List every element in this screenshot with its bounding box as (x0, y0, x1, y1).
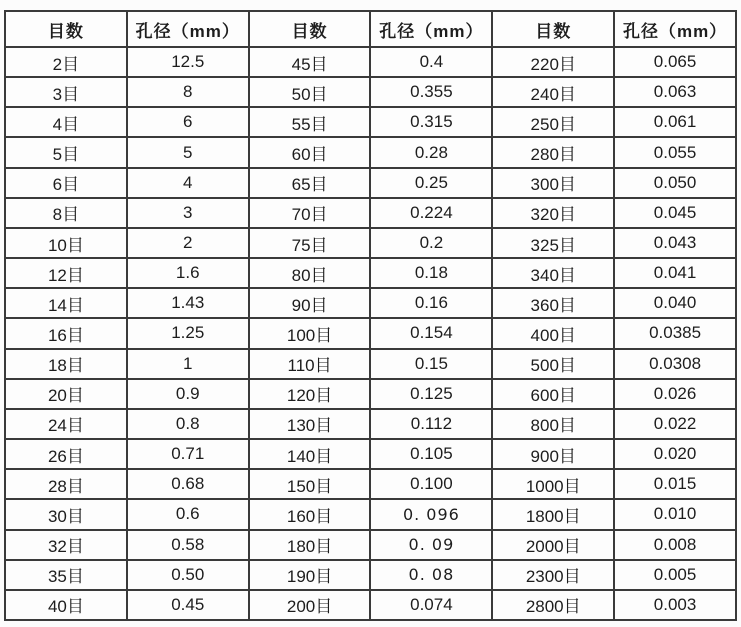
mesh-count-cell: 55目 (249, 107, 371, 137)
aperture-value-cell: 0.061 (614, 107, 736, 137)
aperture-value-cell: 0.6 (127, 499, 249, 529)
aperture-value-cell: 0.105 (370, 439, 492, 469)
mesh-count-cell: 400目 (492, 318, 614, 348)
mesh-count-cell: 130目 (249, 409, 371, 439)
mesh-count-cell: 180目 (249, 530, 371, 560)
mesh-count-cell: 18目 (5, 349, 127, 379)
aperture-value-cell: 12.5 (127, 47, 249, 77)
aperture-value-cell: 0.003 (614, 590, 736, 620)
aperture-value-cell: 0.020 (614, 439, 736, 469)
mesh-count-cell: 75目 (249, 228, 371, 258)
mesh-count-cell: 10目 (5, 228, 127, 258)
aperture-value-cell: 2 (127, 228, 249, 258)
header-row (5, 11, 736, 47)
table-body (5, 47, 736, 620)
aperture-value-cell: 0.154 (370, 318, 492, 348)
mesh-count-cell: 2000目 (492, 530, 614, 560)
aperture-value-cell: 0.022 (614, 409, 736, 439)
table-row (5, 530, 736, 560)
mesh-count-cell: 2300目 (492, 560, 614, 590)
aperture-value-cell: 3 (127, 198, 249, 228)
table-row (5, 318, 736, 348)
aperture-value-cell: 0.045 (614, 198, 736, 228)
aperture-value-cell: 0.355 (370, 77, 492, 107)
table-row (5, 409, 736, 439)
aperture-value-cell: 0.4 (370, 47, 492, 77)
mesh-count-cell: 2目 (5, 47, 127, 77)
aperture-value-cell: 0.050 (614, 168, 736, 198)
mesh-count-cell: 14目 (5, 288, 127, 318)
col-header-aperture-3: 孔径（mm） (614, 11, 736, 47)
mesh-count-cell: 160目 (249, 499, 371, 529)
mesh-count-cell: 150目 (249, 469, 371, 499)
aperture-value-cell: 0.100 (370, 469, 492, 499)
table-row (5, 47, 736, 77)
aperture-value-cell: 6 (127, 107, 249, 137)
mesh-count-cell: 1800目 (492, 499, 614, 529)
aperture-value-cell: 0.0308 (614, 349, 736, 379)
mesh-count-cell: 16目 (5, 318, 127, 348)
mesh-count-cell: 70目 (249, 198, 371, 228)
table-row (5, 168, 736, 198)
mesh-count-cell: 65目 (249, 168, 371, 198)
aperture-value-cell: 0.2 (370, 228, 492, 258)
table-row (5, 137, 736, 167)
col-header-mesh-3: 目数 (492, 11, 614, 47)
aperture-value-cell: 0.0385 (614, 318, 736, 348)
aperture-value-cell: 0.065 (614, 47, 736, 77)
mesh-count-cell: 12目 (5, 258, 127, 288)
col-header-aperture-1: 孔径（mm） (127, 11, 249, 47)
aperture-value-cell: 0.125 (370, 379, 492, 409)
aperture-value-cell: 4 (127, 168, 249, 198)
mesh-count-cell: 24目 (5, 409, 127, 439)
aperture-value-cell: 0.9 (127, 379, 249, 409)
mesh-count-cell: 220目 (492, 47, 614, 77)
table-row (5, 228, 736, 258)
mesh-count-cell: 120目 (249, 379, 371, 409)
aperture-value-cell: 0.315 (370, 107, 492, 137)
mesh-count-cell: 26目 (5, 439, 127, 469)
aperture-value-cell: 0.063 (614, 77, 736, 107)
table-row (5, 77, 736, 107)
mesh-aperture-table (4, 10, 737, 621)
col-header-aperture-2: 孔径（mm） (370, 11, 492, 47)
aperture-value-cell: 5 (127, 137, 249, 167)
table-row (5, 560, 736, 590)
aperture-value-cell: 0.026 (614, 379, 736, 409)
mesh-count-cell: 50目 (249, 77, 371, 107)
table-row (5, 590, 736, 620)
aperture-value-cell: 0.68 (127, 469, 249, 499)
mesh-count-cell: 200目 (249, 590, 371, 620)
mesh-count-cell: 500目 (492, 349, 614, 379)
aperture-value-cell: 0.16 (370, 288, 492, 318)
mesh-count-cell: 190目 (249, 560, 371, 590)
aperture-value-cell: 0.15 (370, 349, 492, 379)
table-row (5, 439, 736, 469)
mesh-count-cell: 280目 (492, 137, 614, 167)
aperture-value-cell: 0.055 (614, 137, 736, 167)
aperture-value-cell: 0. 096 (370, 499, 492, 529)
table-row (5, 379, 736, 409)
mesh-count-cell: 2800目 (492, 590, 614, 620)
mesh-count-cell: 32目 (5, 530, 127, 560)
mesh-count-cell: 80目 (249, 258, 371, 288)
table-row (5, 198, 736, 228)
mesh-count-cell: 110目 (249, 349, 371, 379)
aperture-value-cell: 0.008 (614, 530, 736, 560)
mesh-count-cell: 240目 (492, 77, 614, 107)
aperture-value-cell: 0. 09 (370, 530, 492, 560)
table-header (5, 11, 736, 47)
table-row (5, 499, 736, 529)
table-row (5, 288, 736, 318)
aperture-value-cell: 0.074 (370, 590, 492, 620)
mesh-count-cell: 30目 (5, 499, 127, 529)
mesh-count-cell: 28目 (5, 469, 127, 499)
col-header-mesh-1: 目数 (5, 11, 127, 47)
mesh-count-cell: 340目 (492, 258, 614, 288)
mesh-count-cell: 250目 (492, 107, 614, 137)
aperture-value-cell: 0.041 (614, 258, 736, 288)
aperture-value-cell: 0.010 (614, 499, 736, 529)
table-row (5, 107, 736, 137)
aperture-value-cell: 0.040 (614, 288, 736, 318)
mesh-count-cell: 1000目 (492, 469, 614, 499)
table-row (5, 469, 736, 499)
aperture-value-cell: 0.58 (127, 530, 249, 560)
aperture-value-cell: 0.45 (127, 590, 249, 620)
aperture-value-cell: 0.25 (370, 168, 492, 198)
mesh-count-cell: 320目 (492, 198, 614, 228)
aperture-value-cell: 0.005 (614, 560, 736, 590)
mesh-count-cell: 100目 (249, 318, 371, 348)
aperture-value-cell: 0.8 (127, 409, 249, 439)
mesh-count-cell: 800目 (492, 409, 614, 439)
mesh-count-cell: 20目 (5, 379, 127, 409)
col-header-mesh-2: 目数 (249, 11, 371, 47)
mesh-count-cell: 300目 (492, 168, 614, 198)
aperture-value-cell: 8 (127, 77, 249, 107)
mesh-count-cell: 40目 (5, 590, 127, 620)
aperture-value-cell: 1.6 (127, 258, 249, 288)
aperture-value-cell: 0.18 (370, 258, 492, 288)
mesh-count-cell: 5目 (5, 137, 127, 167)
aperture-value-cell: 0.043 (614, 228, 736, 258)
mesh-count-cell: 140目 (249, 439, 371, 469)
mesh-count-cell: 325目 (492, 228, 614, 258)
aperture-value-cell: 0.28 (370, 137, 492, 167)
mesh-count-cell: 8目 (5, 198, 127, 228)
mesh-count-cell: 6目 (5, 168, 127, 198)
mesh-count-cell: 60目 (249, 137, 371, 167)
aperture-value-cell: 1.43 (127, 288, 249, 318)
mesh-count-cell: 900目 (492, 439, 614, 469)
mesh-count-cell: 45目 (249, 47, 371, 77)
aperture-value-cell: 1.25 (127, 318, 249, 348)
mesh-count-cell: 90目 (249, 288, 371, 318)
mesh-count-cell: 3目 (5, 77, 127, 107)
table-row (5, 258, 736, 288)
aperture-value-cell: 0. 08 (370, 560, 492, 590)
aperture-value-cell: 0.015 (614, 469, 736, 499)
mesh-count-cell: 4目 (5, 107, 127, 137)
table-row (5, 349, 736, 379)
mesh-count-cell: 360目 (492, 288, 614, 318)
aperture-value-cell: 0.112 (370, 409, 492, 439)
mesh-count-cell: 600目 (492, 379, 614, 409)
mesh-count-cell: 35目 (5, 560, 127, 590)
aperture-value-cell: 0.50 (127, 560, 249, 590)
aperture-value-cell: 0.224 (370, 198, 492, 228)
aperture-value-cell: 0.71 (127, 439, 249, 469)
aperture-value-cell: 1 (127, 349, 249, 379)
